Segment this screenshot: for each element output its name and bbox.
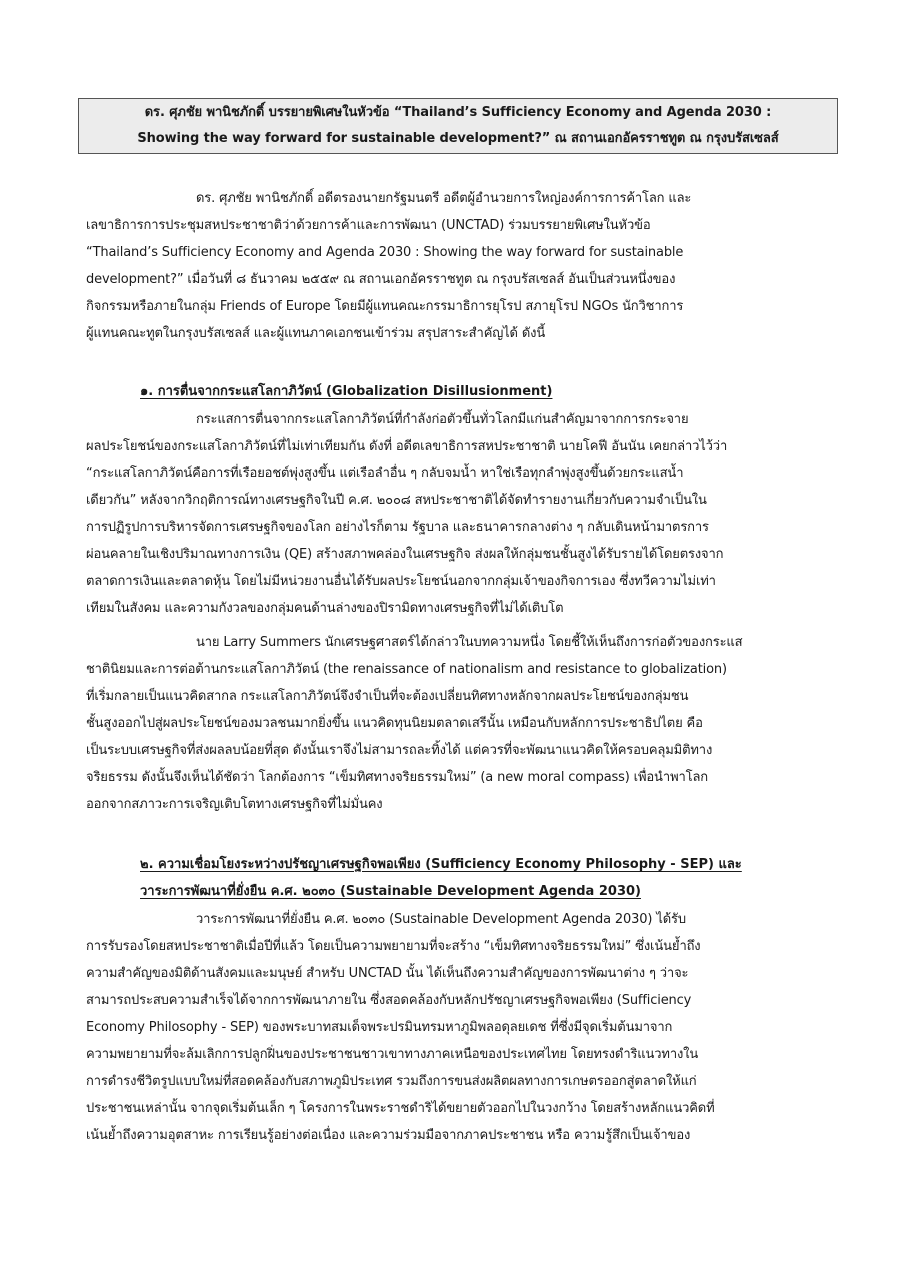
paragraph-line: ที่เริ่มกลายเป็นแนวคิดสากล กระแสโลกาภิวัตน์จึงจำเป็นที่จะต้องเปลี่ยนทิศทางหลักจากผลประโยชน์ของกลุ่มชน [86,689,689,704]
paragraph-line: เป็นระบบเศรษฐกิจที่ส่งผลลบน้อยที่สุด ดังนั้นเราจึงไม่สามารถละทิ้งได้ แต่ควรที่จะพัฒนาแนวคิดให้ครอบคลุมมิติทาง [86,743,713,758]
intro-paragraph [86,185,838,347]
intro-line: development?” เมื่อวันที่ ๘ ธันวาคม ๒๕๕๙ ณ สถานเอกอัครราชทูต ณ กรุงบรัสเซลส์ อันเป็นส่วนหนึ่งของ [86,272,676,287]
paragraph-line: กระแสการตื่นจากกระแสโลกาภิวัตน์ที่กำลังก่อตัวขึ้นทั่วโลกมีแก่นสำคัญมาจากการกระจาย [196,412,689,427]
paragraph-line: จริยธรรม ดังนั้นจึงเห็นได้ชัดว่า โลกต้องการ “เข็มทิศทางจริยธรรมใหม่” (a new moral compass) เพื่อนำพาโลก [86,770,709,785]
title-line-2: Showing the way forward for sustainable development?” ณ สถานเอกอัครราชทูต ณ กรุงบรัสเซลส์ [137,131,779,146]
paragraph-line: ชาตินิยมและการต่อต้านกระแสโลกาภิวัตน์ (the renaissance of nationalism and resistance to globalization) [86,662,727,677]
section-2-paragraph-1 [86,906,838,1149]
paragraph-line: ชั้นสูงออกไปสู่ผลประโยชน์ของมวลชนมากยิ่งขึ้น แนวคิดทุนนิยมตลาดเสรีนั้น เหมือนกับหลักการประชาธิปไตย คือ [86,716,703,731]
section-2-heading-line-2: วาระการพัฒนาที่ยั่งยืน ค.ศ. ๒๐๓๐ (Sustainable Development Agenda 2030) [140,884,641,899]
document-title-box [78,98,838,154]
intro-line: “Thailand’s Sufficiency Economy and Agenda 2030 : Showing the way forward for sustainable [86,245,684,260]
section-1-paragraph-2 [86,629,838,818]
paragraph-line: “กระแสโลกาภิวัตน์คือการที่เรือยอชต์พุ่งสูงขึ้น แต่เรือลำอื่น ๆ กลับจมน้ำ หาใช่เรือทุกลำพุ่งสูงขึ้นด้วยกระแสน้ำ [86,466,684,481]
section-1-heading [140,378,840,405]
paragraph-line: สามารถประสบความสำเร็จได้จากการพัฒนาภายใน ซึ่งสอดคล้องกับหลักปรัชญาเศรษฐกิจพอเพียง (Sufficiency [86,993,692,1008]
paragraph-line: ความพยายามที่จะล้มเลิกการปลูกฝิ่นของประชาชนชาวเขาทางภาคเหนือของประเทศไทย โดยทรงดำริแนวทางใน [86,1047,699,1062]
paragraph-line: การดำรงชีวิตรูปแบบใหม่ที่สอดคล้องกับสภาพภูมิประเทศ รวมถึงการขนส่งผลิตผลทางการเกษตรออกสู่ตลาดให้แก่ [86,1074,697,1089]
paragraph-line: ผ่อนคลายในเชิงปริมาณทางการเงิน (QE) สร้างสภาพคล่องในเศรษฐกิจ ส่งผลให้กลุ่มชนชั้นสูงได้รับรายได้โดยตรงจาก [86,547,724,562]
paragraph-line: วาระการพัฒนาที่ยั่งยืน ค.ศ. ๒๐๓๐ (Sustainable Development Agenda 2030) ได้รับ [196,912,686,927]
paragraph-line: ประชาชนเหล่านั้น จากจุดเริ่มต้นเล็ก ๆ โครงการในพระราชดำริได้ขยายตัวออกไปในวงกว้าง โดยสร้างหลักแนวคิดที่ [86,1101,715,1116]
intro-line: ผู้แทนคณะทูตในกรุงบรัสเซลส์ และผู้แทนภาคเอกชนเข้าร่วม สรุปสาระสำคัญได้ ดังนี้ [86,326,546,341]
section-2-heading [140,851,840,905]
paragraph-line: การรับรองโดยสหประชาชาติเมื่อปีที่แล้ว โดยเป็นความพยายามที่จะสร้าง “เข็มทิศทางจริยธรรมใหม่” ซึ่งเน้นย้ำถึง [86,939,701,954]
section-2-heading-line-1: ๒. ความเชื่อมโยงระหว่างปรัชญาเศรษฐกิจพอเพียง (Sufficiency Economy Philosophy - SEP) และ [140,857,742,872]
section-1-paragraph-1 [86,406,838,622]
paragraph-line: เดียวกัน” หลังจากวิกฤติการณ์ทางเศรษฐกิจในปี ค.ศ. ๒๐๐๘ สหประชาชาติได้จัดทำรายงานเกี่ยวกับความจำเป็นใน [86,493,707,508]
paragraph-line: ผลประโยชน์ของกระแสโลกาภิวัตน์ที่ไม่เท่าเทียมกัน ดังที่ อดีตเลขาธิการสหประชาชาติ นายโคฟี อันนัน เคยกล่าวไว้ว่า [86,439,728,454]
paragraph-line: การปฏิรูปการบริหารจัดการเศรษฐกิจของโลก อย่างไรก็ตาม รัฐบาล และธนาคารกลางต่าง ๆ กลับเดินหน้ามาตรการ [86,520,709,535]
paragraph-line: ออกจากสภาวะการเจริญเติบโตทางเศรษฐกิจที่ไม่มั่นคง [86,797,383,812]
paragraph-line: ความสำคัญของมิติด้านสังคมและมนุษย์ สำหรับ UNCTAD นั้น ได้เห็นถึงความสำคัญของการพัฒนาต่าง ๆ ว่าจะ [86,966,689,981]
paragraph-line: นาย Larry Summers นักเศรษฐศาสตร์ได้กล่าวในบทความหนึ่ง โดยชี้ให้เห็นถึงการก่อตัวของกระแส [196,635,743,650]
section-1-heading-text: ๑. การตื่นจากกระแสโลกาภิวัตน์ (Globalization Disillusionment) [140,384,553,399]
paragraph-line: เน้นย้ำถึงความอุตสาหะ การเรียนรู้อย่างต่อเนื่อง และความร่วมมือจากภาคประชาชน หรือ ความรู้สึกเป็นเจ้าของ [86,1128,691,1143]
title-line-1: ดร. ศุภชัย พานิชภักดิ์ บรรยายพิเศษในหัวข้อ “Thailand’s Sufficiency Economy and Agenda 2030 : [144,105,772,120]
paragraph-line: Economy Philosophy - SEP) ของพระบาทสมเด็จพระปรมินทรมหาภูมิพลอดุลยเดช ที่ซึ่งมีจุดเริ่มต้นมาจาก [86,1020,673,1035]
intro-line: เลขาธิการการประชุมสหประชาชาติว่าด้วยการค้าและการพัฒนา (UNCTAD) ร่วมบรรยายพิเศษในหัวข้อ [86,218,651,233]
intro-line: กิจกรรมหรือภายในกลุ่ม Friends of Europe โดยมีผู้แทนคณะกรรมาธิการยุโรป สภายุโรป NGOs นักวิชาการ [86,299,684,314]
paragraph-line: เทียมในสังคม และความกังวลของกลุ่มคนด้านล่างของปิรามิดทางเศรษฐกิจที่ไม่ได้เติบโต [86,601,564,616]
paragraph-line: ตลาดการเงินและตลาดหุ้น โดยไม่มีหน่วยงานอื่นได้รับผลประโยชน์นอกจากกลุ่มเจ้าของกิจการเอง ซึ่งทวีความไม่เท่า [86,574,716,589]
intro-line: ดร. ศุภชัย พานิชภักดิ์ อดีตรองนายกรัฐมนตรี อดีตผู้อำนวยการใหญ่องค์การการค้าโลก และ [196,191,692,206]
